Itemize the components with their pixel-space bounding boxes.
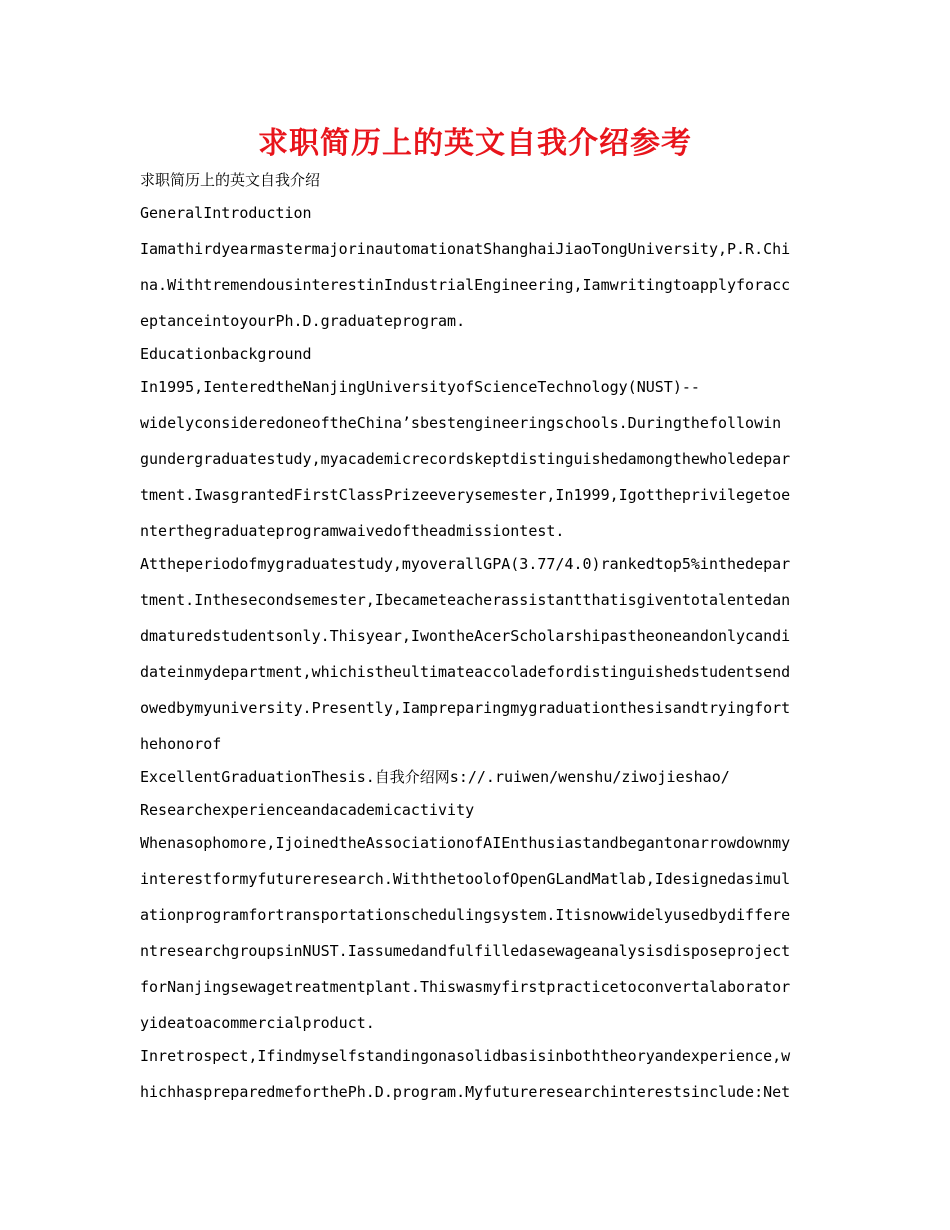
body-line: hehonorof xyxy=(140,735,222,753)
body-line: gundergraduatestudy,myacademicrecordskeptdistinguishedamongthewholedepar xyxy=(140,450,791,468)
document-body xyxy=(140,168,812,1104)
body-line: ExcellentGraduationThesis.自我介绍网s://.ruiwen/wenshu/ziwojieshao/ xyxy=(140,768,730,786)
body-line: owedbymyuniversity.Presently,Iampreparingmygraduationthesisandtryingfort xyxy=(140,699,791,717)
body-line: tment.IwasgrantedFirstClassPrizeeverysemester,In1999,Igottheprivilegetoe xyxy=(140,486,791,504)
document-title: 求职简历上的英文自我介绍参考 xyxy=(258,126,692,161)
body-line: dmaturedstudentsonly.Thisyear,IwontheAcerScholarshipastheoneandonlycandi xyxy=(140,627,791,645)
body-line: Attheperiodofmygraduatestudy,myoverallGPA(3.77/4.0)rankedtop5%inthedepar xyxy=(140,555,791,573)
body-line: Researchexperienceandacademicactivity xyxy=(140,801,475,819)
body-line: eptanceintoyourPh.D.graduateprogram. xyxy=(140,312,466,330)
body-line: ationprogramfortransportationschedulingsystem.Itisnowwidelyusedbydiffere xyxy=(140,906,791,924)
body-line: dateinmydepartment,whichistheultimateaccoladefordistinguishedstudentsend xyxy=(140,663,791,681)
body-line: hichhaspreparedmeforthePh.D.program.Myfutureresearchinterestsinclude:Net xyxy=(140,1083,791,1101)
body-line: interestformyfutureresearch.WiththetoolofOpenGLandMatlab,Idesignedasimul xyxy=(140,870,791,888)
body-line: Educationbackground xyxy=(140,345,312,363)
body-line: yideatoacommercialproduct. xyxy=(140,1014,375,1032)
body-line: ntresearchgroupsinNUST.Iassumedandfulfilledasewageanalysisdisposeproject xyxy=(140,942,791,960)
body-line: tment.Inthesecondsemester,Ibecameteacherassistantthatisgiventotalentedan xyxy=(140,591,791,609)
body-line: na.WithtremendousinterestinIndustrialEngineering,Iamwritingtoapplyforacc xyxy=(140,276,791,294)
body-line: widelyconsideredoneoftheChina’sbestengineeringschools.Duringthefollowin xyxy=(140,414,782,432)
body-line: Inretrospect,Ifindmyselfstandingonasolidbasisinboththeoryandexperience,w xyxy=(140,1047,791,1065)
body-line: nterthegraduateprogramwaivedoftheadmissiontest. xyxy=(140,522,565,540)
body-line: In1995,IenteredtheNanjingUniversityofScienceTechnology(NUST)-- xyxy=(140,378,700,396)
body-line: 求职简历上的英文自我介绍 xyxy=(140,171,321,189)
body-line: forNanjingsewagetreatmentplant.Thiswasmyfirstpracticetoconvertalaborator xyxy=(140,978,791,996)
body-line: IamathirdyearmastermajorinautomationatShanghaiJiaoTongUniversity,P.R.Chi xyxy=(140,240,791,258)
body-line: GeneralIntroduction xyxy=(140,204,312,222)
body-line: Whenasophomore,IjoinedtheAssociationofAIEnthusiastandbegantonarrowdownmy xyxy=(140,834,791,852)
